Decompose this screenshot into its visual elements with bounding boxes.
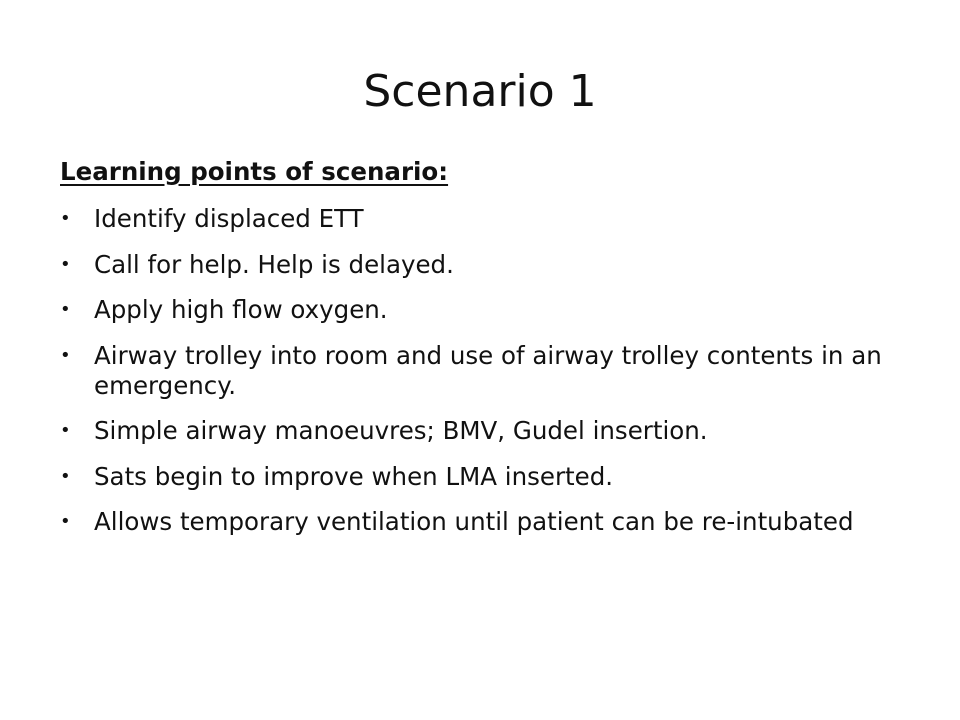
slide-title: Scenario 1	[363, 66, 597, 117]
list-item-text: Allows temporary ventilation until patient can be re-intubated	[94, 507, 854, 536]
list-item	[60, 462, 900, 492]
list-item	[60, 507, 900, 537]
list-item-text: Call for help. Help is delayed.	[94, 249, 454, 279]
list-item-text: Identify displaced ETT	[94, 204, 364, 233]
list-item	[60, 204, 900, 234]
bullet-icon: •	[60, 299, 71, 320]
list-item-text: Sats begin to improve when LMA inserted.	[94, 461, 614, 491]
list-item-text: Simple airway manoeuvres; BMV, Gudel insertion.	[94, 416, 708, 445]
list-item	[60, 341, 900, 401]
list-item	[60, 295, 900, 325]
bullet-icon: •	[60, 208, 71, 229]
list-item	[60, 416, 900, 446]
bullet-icon: •	[60, 511, 71, 532]
bullet-icon: •	[60, 253, 71, 275]
learning-points-list	[60, 204, 900, 537]
bullet-icon: •	[60, 420, 71, 441]
bullet-icon: •	[60, 465, 71, 487]
bullet-icon: •	[60, 344, 71, 366]
learning-points-heading: Learning points of scenario:	[60, 157, 449, 186]
list-item-text: Apply high flow oxygen.	[94, 295, 388, 324]
list-item-text: Airway trolley into room and use of airway trolley contents in an emergency.	[94, 340, 882, 400]
list-item	[60, 250, 900, 280]
slide-content	[60, 154, 900, 553]
